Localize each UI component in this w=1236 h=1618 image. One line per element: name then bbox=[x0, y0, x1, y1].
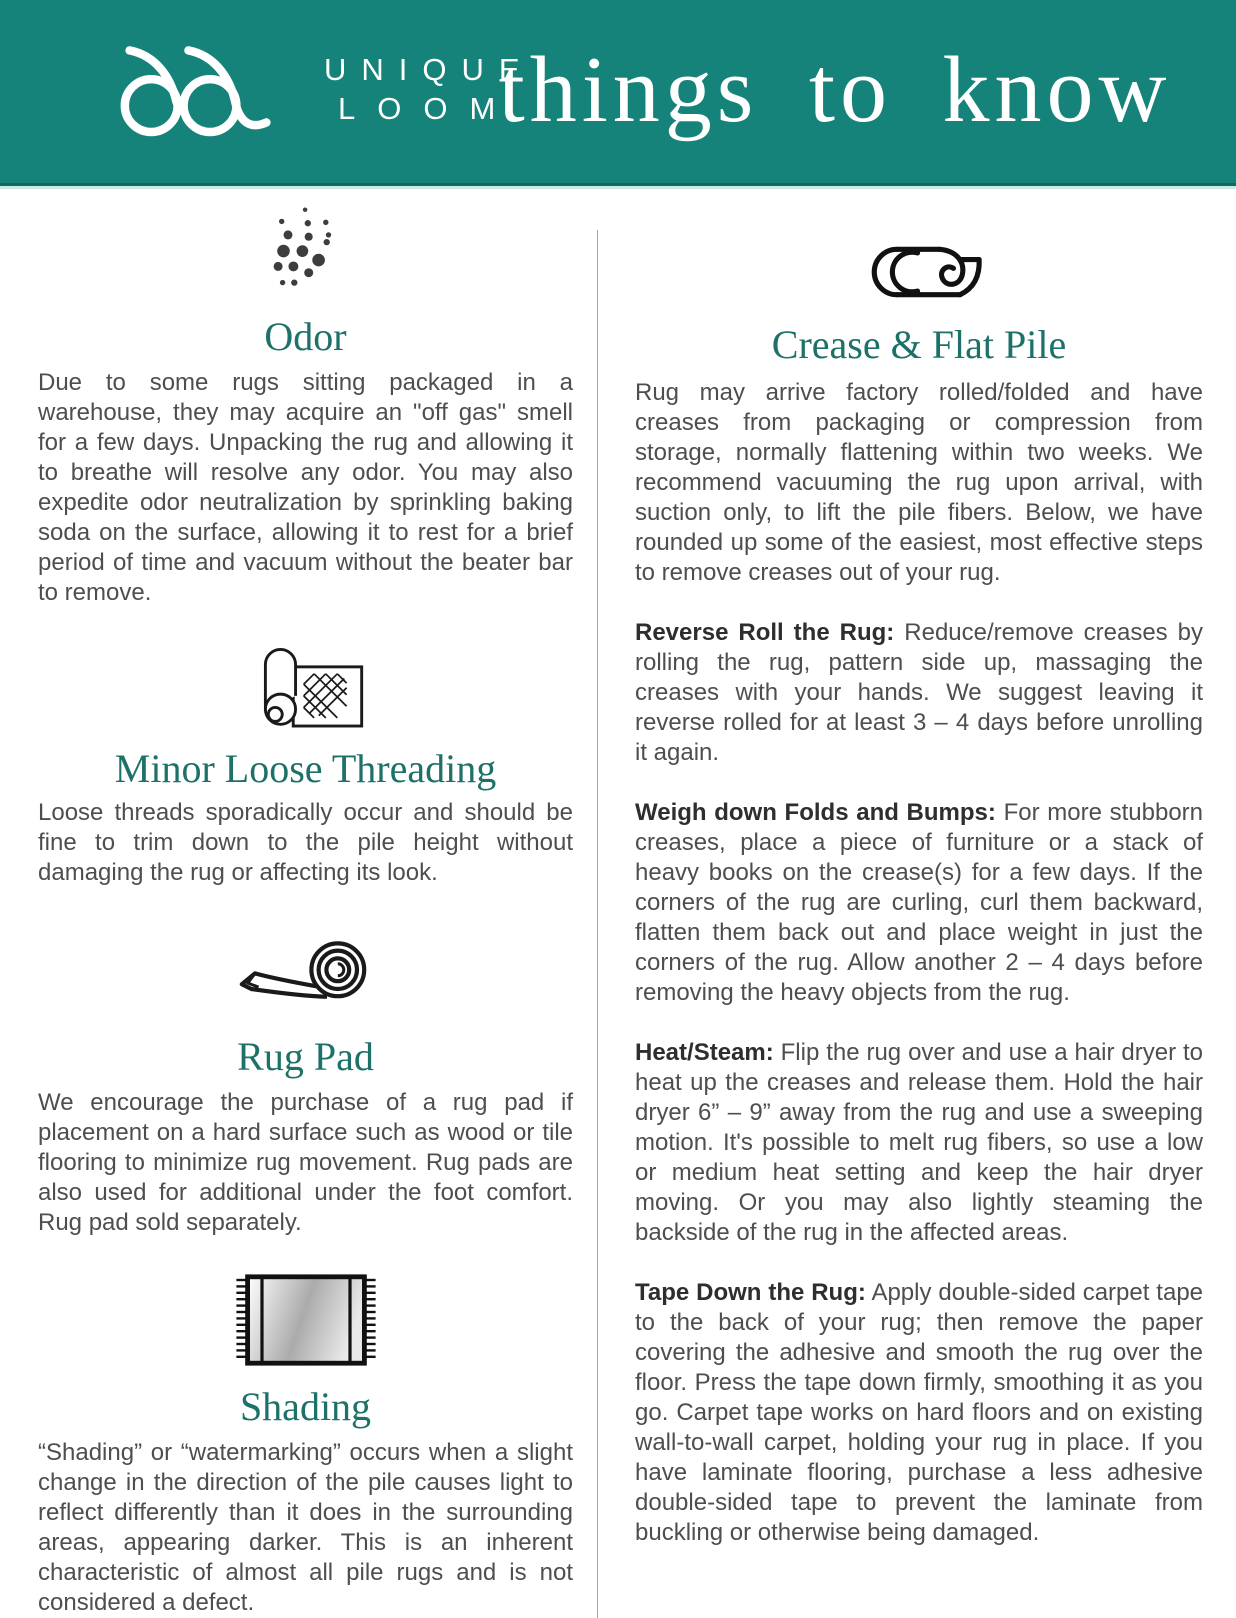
tip-heat-steam-label: Heat/Steam: bbox=[635, 1039, 774, 1066]
content-area bbox=[0, 186, 1236, 1618]
rolled-rug-crosshatch-icon bbox=[38, 634, 573, 740]
brand-name-line2: LOOM bbox=[338, 91, 518, 126]
odor-body: Due to some rugs sitting packaged in a warehouse, they may acquire an "off gas" smell for a few days. Unpacking the rug and allowing it to breathe will resolve any odor. You may also expedite odor neutralization by sprinkling baking soda on the surface, allowing it to rest for a brief period of time and vacuum without the beater bar to remove. bbox=[38, 369, 573, 606]
right-column bbox=[635, 186, 1203, 1618]
section-shading bbox=[38, 1272, 573, 1618]
unique-loom-logo-icon bbox=[110, 42, 310, 138]
minor-loose-threading-body: Loose threads sporadically occur and should be fine to trim down to the pile height without damaging the rug or affecting its look. bbox=[38, 799, 573, 886]
tip-tape-down-text: Apply double-sided carpet tape to the back of your rug; then remove the paper covering the adhesive and smooth the rug over the floor. Press the tape down firmly, smoothing it as you go. Carpet tape works on hard floors and on existing wall-to-wall carpet, holding your rug in place. If you have laminate flooring, purchase a less adhesive double-sided tape to prevent the laminate from buckling or otherwise being damaged. bbox=[635, 1279, 1204, 1546]
tip-weigh-down-text: For more stubborn creases, place a piece of furniture or a stack of heavy books on the crease(s) for a few days. If the corners of the rug are curling, curl them backward, flatten them back out and place weight in just the corners of the rug. Allow another 2 – 4 days before removing the heavy objects from the rug. bbox=[635, 799, 1204, 1006]
tip-reverse-roll-label: Reverse Roll the Rug: bbox=[635, 619, 895, 646]
tip-tape-down bbox=[635, 1278, 1203, 1548]
shaded-rug-icon bbox=[38, 1272, 573, 1366]
tip-heat-steam bbox=[635, 1038, 1203, 1248]
section-odor bbox=[38, 200, 573, 608]
odor-particles-icon bbox=[38, 200, 573, 306]
rug-pad-heading: Rug Pad bbox=[237, 1034, 374, 1079]
left-column bbox=[38, 186, 573, 1618]
section-rug-pad bbox=[38, 928, 573, 1238]
crease-flat-pile-heading: Crease & Flat Pile bbox=[771, 322, 1067, 367]
tip-reverse-roll-text: Reduce/remove creases by rolling the rug, pattern side up, massaging the creases with your hands. We suggest leaving it reverse rolled for at least 3 – 4 days before unrolling it again. bbox=[635, 619, 1204, 766]
column-divider bbox=[597, 230, 598, 1618]
rug-pad-roll-icon bbox=[38, 928, 573, 1018]
section-minor-loose-threading bbox=[38, 634, 573, 888]
odor-heading: Odor bbox=[264, 314, 347, 359]
tip-weigh-down-label: Weigh down Folds and Bumps: bbox=[635, 799, 996, 826]
minor-loose-threading-heading: Minor Loose Threading bbox=[114, 746, 497, 791]
rug-pad-body: We encourage the purchase of a rug pad if placement on a hard surface such as wood or tile flooring to minimize rug movement. Rug pads are also used for additional under the foot comfort. Rug pad sold separately. bbox=[38, 1089, 573, 1236]
tip-weigh-down bbox=[635, 798, 1203, 1008]
tip-tape-down-label: Tape Down the Rug: bbox=[635, 1279, 866, 1306]
brand-name-line1: UNIQUE bbox=[324, 52, 535, 88]
section-crease-flat-pile bbox=[635, 240, 1203, 1548]
creased-roll-icon bbox=[635, 240, 1203, 306]
crease-flat-pile-intro: Rug may arrive factory rolled/folded and have creases from packaging or compression from storage, normally flattening within two weeks. We recommend vacuuming the rug upon arrival, with suction only, to lift the pile fibers. Below, we have rounded up some of the easiest, most effective steps to remove creases out of your rug. bbox=[635, 379, 1203, 586]
shading-heading: Shading bbox=[239, 1384, 372, 1429]
shading-body: “Shading” or “watermarking” occurs when a slight change in the direction of the pile causes light to reflect differently than it does in the surrounding areas, appearing darker. This is an inherent characteristic of almost all pile rugs and is not considered a defect. bbox=[38, 1439, 573, 1616]
tip-heat-steam-text: Flip the rug over and use a hair dryer to heat up the creases and release them. Hold the hair dryer 6” – 9” away from the rug and use a sweeping motion. It's possible to melt rug fibers, so use a low or medium heat setting and keep the hair dryer moving. Or you may also lightly steaming the backside of the rug in the affected areas. bbox=[635, 1039, 1203, 1246]
page-title: things to know bbox=[498, 38, 1172, 142]
tip-reverse-roll bbox=[635, 618, 1203, 768]
page-header bbox=[0, 0, 1236, 186]
